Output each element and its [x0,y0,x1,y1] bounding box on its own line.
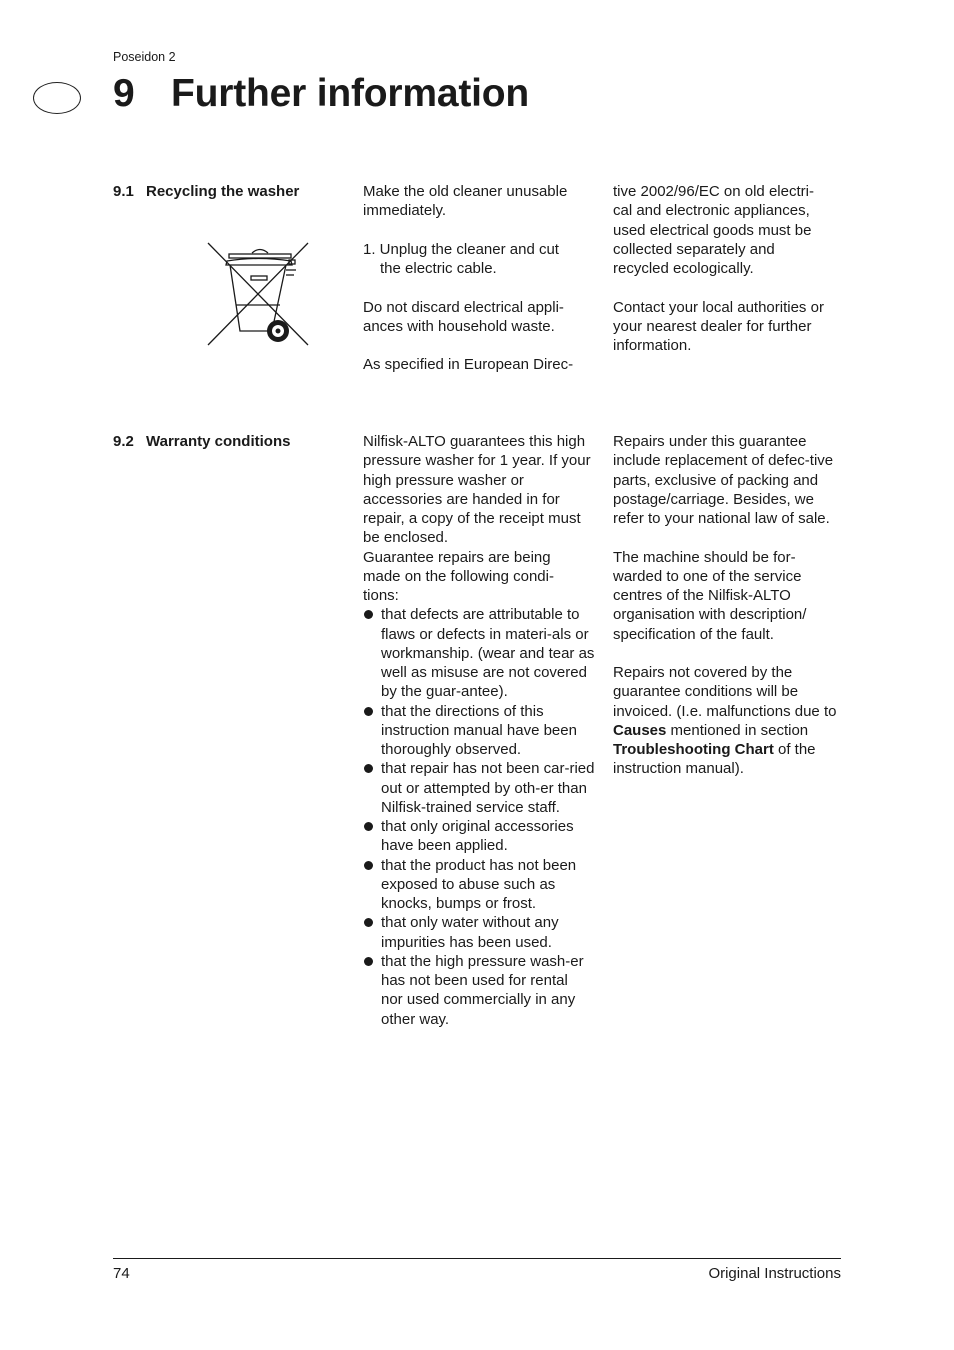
paragraph: Nilfisk-ALTO guarantees this high pressure washer for 1 year. If your high pressure washer or accessories are handed in for repair, a copy of the receipt must be enclosed. [363,433,591,547]
section-9-2-heading [113,433,290,450]
list-item: that defects are attributable to flaws or defects in materi-als or workmanship. (wear and tear as well as misuse are not covered by the guar-antee). [363,605,599,701]
paragraph: tive 2002/96/EC on old electri-cal and electronic appliances, used electrical goods must be collected separately and recycled ecologically. [613,183,814,277]
header-product-name: Poseidon 2 [113,50,176,64]
paragraph: Contact your local authorities or your nearest dealer for further information. [613,298,824,354]
section-9-1-title: Recycling the washer [146,183,300,200]
section-9-1-column-1 [363,182,603,375]
paragraph: Make the old cleaner unusable immediately. [363,183,568,220]
section-9-2-number: 9.2 [113,433,134,450]
section-9-2-title: Warranty conditions [146,433,291,450]
text-span: of the instruction manual). [613,741,816,778]
chapter-title-text: Further information [171,72,530,115]
list-item: that the directions of this instruction manual have been thoroughly observed. [363,702,581,760]
paragraph: Guarantee repairs are being made on the following condi-tions: [363,548,554,604]
numbered-step: 1. Unplug the cleaner and cut [363,240,559,258]
text-span: Repairs not covered by the guarantee conditions will be invoiced. (I.e. malfunctions due to [613,664,837,720]
section-9-1-column-2 [613,182,845,355]
section-9-2-column-1 [363,432,599,1029]
paragraph: Do not discard electrical appli-ances with household waste. [363,298,564,335]
footer-divider [113,1258,841,1259]
language-oval-marker [33,82,81,114]
bold-reference: Troubleshooting Chart [613,741,774,758]
chapter-title [113,72,529,116]
bold-reference: Causes [613,721,667,739]
footer-label: Original Instructions [708,1265,841,1282]
chapter-number: 9 [113,72,135,115]
paragraph: The machine should be for-warded to one of the service centres of the Nilfisk-ALTO organisation with description/ specification of the fault. [613,548,807,643]
list-item: that the product has not been exposed to abuse such as knocks, bumps or frost. [363,856,599,914]
text-span: mentioned in section [670,721,809,739]
numbered-step-continuation: the electric cable. [380,260,497,277]
list-item: that only original accessories have been applied. [363,817,599,856]
section-9-2-column-2 [613,432,845,779]
paragraph [613,663,845,779]
page-number: 74 [113,1265,130,1282]
crossed-out-wheelie-bin-icon [206,241,310,347]
paragraph: As specified in European Direc- [363,356,574,374]
list-item: that the high pressure wash-er has not been used for rental nor used commercially in any other way. [363,952,591,1029]
paragraph: Repairs under this guarantee include replacement of defec-tive parts, exclusive of packing and postage/carriage. Besides, we refer to your national law of sale. [613,433,834,527]
list-item: that only water without any impurities has been used. [363,913,581,952]
list-item: that repair has not been car-ried out or attempted by oth-er than Nilfisk-trained service staff. [363,759,599,817]
section-9-1-number: 9.1 [113,183,134,200]
section-9-1-heading [113,183,299,200]
